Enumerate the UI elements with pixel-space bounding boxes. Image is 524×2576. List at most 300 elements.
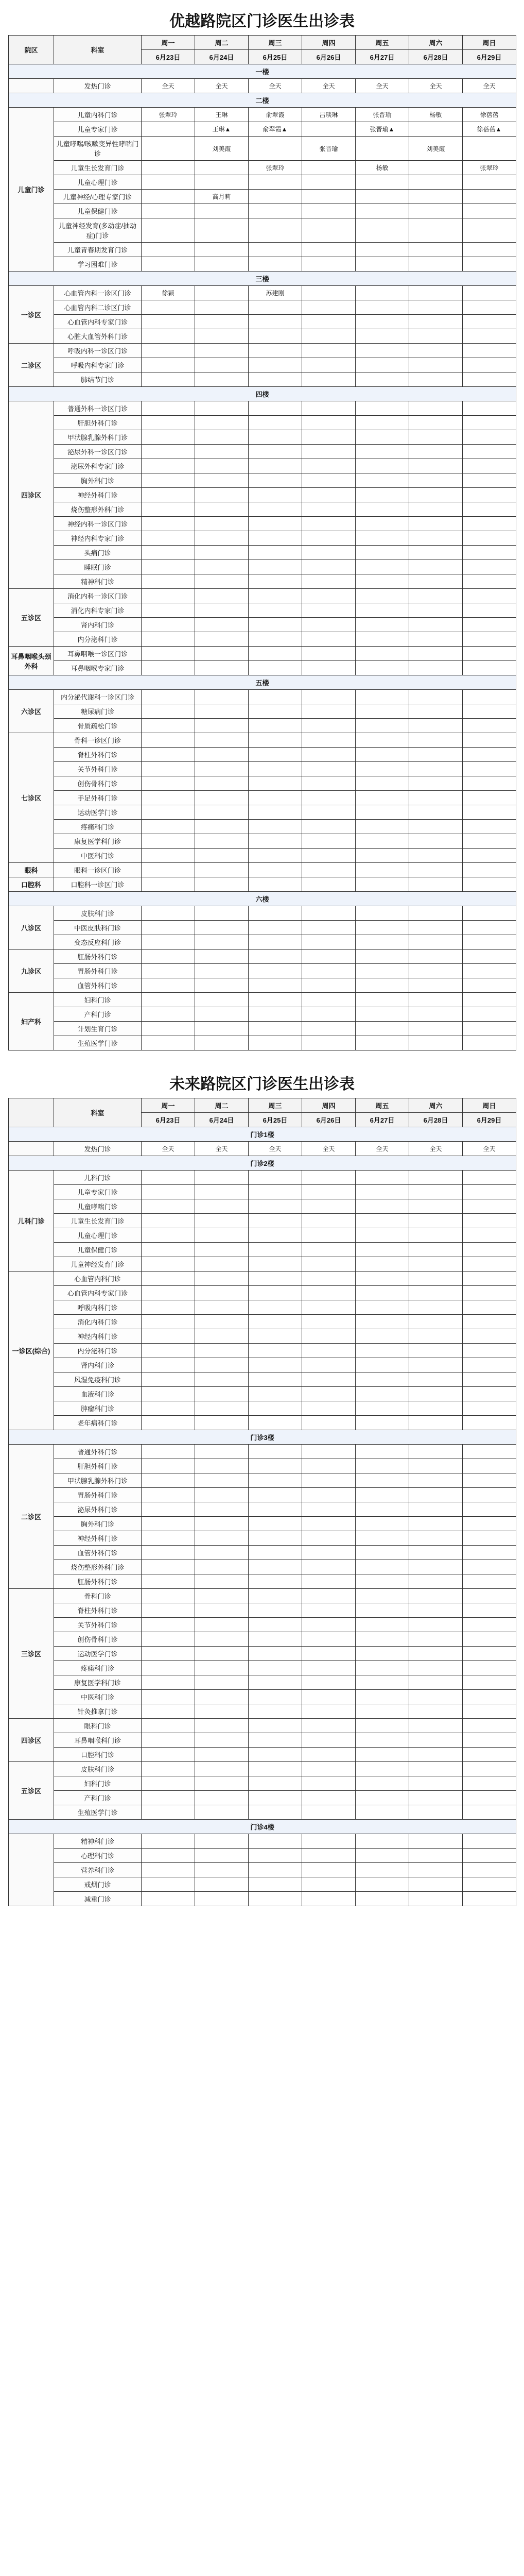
- doctor-slot: [356, 190, 409, 204]
- dept-cell: 康复医学科门诊: [54, 834, 142, 849]
- doctor-slot: [356, 1647, 409, 1661]
- table-row: [9, 315, 516, 329]
- doctor-slot: [356, 1877, 409, 1892]
- doctor-slot: [302, 1863, 356, 1877]
- doctor-slot: [195, 372, 249, 387]
- table-row: [9, 1719, 516, 1733]
- doctor-slot: [463, 1877, 516, 1892]
- table-row: [9, 805, 516, 820]
- section-spacer: [0, 1050, 524, 1063]
- dept-cell: 儿童神经/心理专家门诊: [54, 190, 142, 204]
- doctor-slot: [195, 1661, 249, 1675]
- doctor-slot: [195, 1257, 249, 1272]
- doctor-slot: [142, 791, 195, 805]
- doctor-slot: [356, 358, 409, 372]
- doctor-slot: [356, 1329, 409, 1344]
- floor-label: 一楼: [9, 64, 516, 79]
- doctor-slot: [142, 1834, 195, 1849]
- doctor-slot: [302, 719, 356, 733]
- doctor-slot: [356, 1574, 409, 1589]
- doctor-slot: [356, 1748, 409, 1762]
- doctor-slot: [195, 560, 249, 574]
- doctor-slot: [142, 1243, 195, 1257]
- doctor-slot: [142, 964, 195, 978]
- doctor-slot: [409, 161, 463, 175]
- doctor-slot: [463, 1257, 516, 1272]
- doctor-slot: [249, 1022, 302, 1036]
- doctor-slot: [356, 560, 409, 574]
- doctor-slot: [463, 204, 516, 218]
- doctor-slot: [249, 1488, 302, 1502]
- area-cell: 三诊区: [9, 1589, 54, 1719]
- header-day: 周五: [356, 1098, 409, 1113]
- doctor-slot: [356, 344, 409, 358]
- doctor-slot: [249, 1315, 302, 1329]
- doctor-slot: [409, 122, 463, 137]
- table-row: [9, 416, 516, 430]
- doctor-slot: [249, 834, 302, 849]
- doctor-slot: [142, 1661, 195, 1675]
- doctor-slot: [356, 1603, 409, 1618]
- doctor-slot: [249, 1719, 302, 1733]
- doctor-slot: 全天: [249, 79, 302, 93]
- doctor-slot: [249, 1214, 302, 1228]
- table-row: [9, 733, 516, 748]
- doctor-slot: [142, 445, 195, 459]
- dept-cell: 肿瘤科门诊: [54, 1401, 142, 1416]
- doctor-slot: [302, 517, 356, 531]
- doctor-slot: [142, 300, 195, 315]
- doctor-slot: [302, 1733, 356, 1748]
- doctor-slot: [195, 906, 249, 921]
- doctor-slot: [195, 1199, 249, 1214]
- area-cell: 五诊区: [9, 589, 54, 647]
- table-row: [9, 935, 516, 950]
- doctor-slot: [409, 1647, 463, 1661]
- dept-cell: 内分泌科门诊: [54, 1344, 142, 1358]
- doctor-slot: [463, 1185, 516, 1199]
- doctor-slot: [142, 1791, 195, 1805]
- doctor-slot: [463, 344, 516, 358]
- doctor-slot: [142, 1228, 195, 1243]
- header-date: 6月23日: [142, 50, 195, 64]
- doctor-slot: [249, 1647, 302, 1661]
- doctor-slot: [463, 1300, 516, 1315]
- doctor-slot: [142, 574, 195, 589]
- section-title: 未来路院区门诊医生出诊表: [169, 1076, 355, 1093]
- table-row: [9, 1762, 516, 1776]
- area-cell: 儿童门诊: [9, 108, 54, 272]
- table-row: [9, 1387, 516, 1401]
- floor-label: 门诊4楼: [9, 1820, 516, 1834]
- doctor-slot: [302, 1329, 356, 1344]
- table-row: [9, 1315, 516, 1329]
- doctor-slot: [409, 719, 463, 733]
- doctor-slot: [356, 805, 409, 820]
- doctor-slot: [195, 1473, 249, 1488]
- doctor-slot: [142, 546, 195, 560]
- doctor-slot: [463, 950, 516, 964]
- doctor-slot: [356, 748, 409, 762]
- table-row: [9, 473, 516, 488]
- doctor-slot: [142, 344, 195, 358]
- doctor-slot: [356, 1459, 409, 1473]
- doctor-slot: [463, 1849, 516, 1863]
- doctor-slot: [302, 690, 356, 704]
- doctor-slot: [463, 218, 516, 243]
- doctor-slot: [409, 190, 463, 204]
- dept-cell: 儿童保健门诊: [54, 1243, 142, 1257]
- doctor-slot: [302, 1358, 356, 1372]
- doctor-slot: [409, 218, 463, 243]
- doctor-slot: [249, 1546, 302, 1560]
- table-row: [9, 329, 516, 344]
- doctor-slot: 徐蓓蓓▲: [463, 122, 516, 137]
- doctor-slot: [463, 546, 516, 560]
- doctor-slot: [142, 1401, 195, 1416]
- header-area: [9, 1098, 54, 1127]
- doctor-slot: [409, 863, 463, 877]
- table-row: [9, 122, 516, 137]
- doctor-slot: 刘美霞: [195, 137, 249, 161]
- table-row: [9, 1748, 516, 1762]
- table-row: [9, 204, 516, 218]
- doctor-slot: [142, 459, 195, 473]
- dept-cell: 皮肤科门诊: [54, 1762, 142, 1776]
- table-row: [9, 1372, 516, 1387]
- doctor-slot: [463, 1776, 516, 1791]
- doctor-slot: [356, 1171, 409, 1185]
- table-row: [9, 647, 516, 661]
- dept-cell: 儿童哮喘门诊: [54, 1199, 142, 1214]
- doctor-slot: [249, 416, 302, 430]
- doctor-slot: [142, 243, 195, 257]
- dept-cell: 学习困难门诊: [54, 257, 142, 272]
- table-row: [9, 1007, 516, 1022]
- floor-label: 二楼: [9, 93, 516, 108]
- doctor-slot: [356, 647, 409, 661]
- doctor-slot: [463, 719, 516, 733]
- dept-cell: 胃肠外科门诊: [54, 964, 142, 978]
- table-row: [9, 1344, 516, 1358]
- doctor-slot: [302, 1791, 356, 1805]
- doctor-slot: [463, 502, 516, 517]
- doctor-slot: [463, 993, 516, 1007]
- header-dept: 科室: [54, 1098, 142, 1127]
- doctor-slot: [356, 618, 409, 632]
- doctor-slot: [195, 286, 249, 300]
- doctor-slot: [302, 315, 356, 329]
- floor-label: 门诊2楼: [9, 1156, 516, 1171]
- doctor-slot: [142, 978, 195, 993]
- doctor-slot: [463, 1805, 516, 1820]
- doctor-slot: [142, 1007, 195, 1022]
- header-day: 周六: [409, 1098, 463, 1113]
- doctor-slot: [142, 1459, 195, 1473]
- doctor-slot: [463, 531, 516, 546]
- dept-cell: 计划生育门诊: [54, 1022, 142, 1036]
- dept-cell: 口腔科一诊区门诊: [54, 877, 142, 892]
- doctor-slot: [409, 1502, 463, 1517]
- dept-cell: 烧伤整形外科门诊: [54, 1560, 142, 1574]
- doctor-slot: [409, 1762, 463, 1776]
- dept-cell: 产科门诊: [54, 1791, 142, 1805]
- doctor-slot: [463, 488, 516, 502]
- floor-label: 门诊3楼: [9, 1430, 516, 1445]
- doctor-slot: [142, 1473, 195, 1488]
- table-row: [9, 1877, 516, 1892]
- doctor-slot: [195, 849, 249, 863]
- doctor-slot: [356, 372, 409, 387]
- doctor-slot: [142, 218, 195, 243]
- header-day: 周三: [249, 1098, 302, 1113]
- doctor-slot: 杨敏: [356, 161, 409, 175]
- dept-cell: 疼痛科门诊: [54, 820, 142, 834]
- doctor-slot: 张晋瑜▲: [356, 122, 409, 137]
- doctor-slot: [463, 1228, 516, 1243]
- doctor-slot: [463, 1791, 516, 1805]
- dept-cell: 疼痛科门诊: [54, 1661, 142, 1675]
- doctor-slot: [249, 1036, 302, 1050]
- doctor-slot: [463, 1546, 516, 1560]
- doctor-slot: [409, 1849, 463, 1863]
- dept-cell: 生殖医学门诊: [54, 1036, 142, 1050]
- table-row: [9, 1488, 516, 1502]
- doctor-slot: [249, 175, 302, 190]
- doctor-slot: [356, 632, 409, 647]
- doctor-slot: [249, 1401, 302, 1416]
- dept-cell: 发热门诊: [54, 79, 142, 93]
- doctor-slot: [356, 1704, 409, 1719]
- doctor-slot: [302, 473, 356, 488]
- doctor-slot: [195, 1185, 249, 1199]
- header-row-days: [9, 36, 516, 50]
- doctor-slot: [249, 1387, 302, 1401]
- doctor-slot: [249, 1776, 302, 1791]
- doctor-slot: [249, 243, 302, 257]
- table-row: [9, 863, 516, 877]
- schedule-table: [8, 1098, 516, 1906]
- table-row: [9, 531, 516, 546]
- doctor-slot: [302, 560, 356, 574]
- dept-cell: 关节外科门诊: [54, 762, 142, 776]
- doctor-slot: [142, 1618, 195, 1632]
- doctor-slot: [142, 805, 195, 820]
- doctor-slot: [249, 1690, 302, 1704]
- dept-cell: 儿童保健门诊: [54, 204, 142, 218]
- doctor-slot: [195, 1791, 249, 1805]
- doctor-slot: [195, 820, 249, 834]
- area-cell: 四诊区: [9, 1719, 54, 1762]
- doctor-slot: [409, 1171, 463, 1185]
- doctor-slot: [249, 473, 302, 488]
- table-row: [9, 1603, 516, 1618]
- doctor-slot: [409, 401, 463, 416]
- doctor-slot: [463, 1387, 516, 1401]
- doctor-slot: [142, 1344, 195, 1358]
- doctor-slot: [356, 964, 409, 978]
- doctor-slot: [463, 1661, 516, 1675]
- area-cell: 六诊区: [9, 690, 54, 733]
- doctor-slot: [142, 122, 195, 137]
- doctor-slot: [249, 1286, 302, 1300]
- doctor-slot: [409, 1791, 463, 1805]
- table-row: [9, 358, 516, 372]
- doctor-slot: [249, 1272, 302, 1286]
- doctor-slot: [249, 805, 302, 820]
- dept-cell: 儿童生长发育门诊: [54, 1214, 142, 1228]
- doctor-slot: [409, 1329, 463, 1344]
- dept-cell: 普通外科门诊: [54, 1445, 142, 1459]
- doctor-slot: [249, 315, 302, 329]
- dept-cell: 产科门诊: [54, 1007, 142, 1022]
- doctor-slot: [356, 546, 409, 560]
- dept-cell: 内分泌代谢科一诊区门诊: [54, 690, 142, 704]
- doctor-slot: [249, 1445, 302, 1459]
- doctor-slot: [463, 1416, 516, 1430]
- doctor-slot: [463, 1214, 516, 1228]
- dept-cell: 心血管内科专家门诊: [54, 315, 142, 329]
- dept-cell: 耳鼻咽喉专家门诊: [54, 661, 142, 675]
- area-cell: 妇产科: [9, 993, 54, 1050]
- doctor-slot: [195, 1401, 249, 1416]
- dept-cell: 泌尿外科一诊区门诊: [54, 445, 142, 459]
- doctor-slot: [142, 329, 195, 344]
- doctor-slot: [142, 1546, 195, 1560]
- doctor-slot: [249, 1589, 302, 1603]
- doctor-slot: [356, 204, 409, 218]
- doctor-slot: [302, 416, 356, 430]
- doctor-slot: [195, 1171, 249, 1185]
- doctor-slot: [463, 820, 516, 834]
- doctor-slot: [356, 704, 409, 719]
- dept-cell: 营养科门诊: [54, 1863, 142, 1877]
- doctor-slot: [195, 1877, 249, 1892]
- doctor-slot: [195, 1603, 249, 1618]
- doctor-slot: [463, 1892, 516, 1906]
- doctor-slot: [249, 762, 302, 776]
- floor-row: [9, 1430, 516, 1445]
- dept-cell: 妇科门诊: [54, 1776, 142, 1791]
- doctor-slot: [302, 704, 356, 719]
- doctor-slot: [195, 647, 249, 661]
- doctor-slot: [409, 1199, 463, 1214]
- doctor-slot: [463, 805, 516, 820]
- doctor-slot: [409, 1863, 463, 1877]
- doctor-slot: [142, 401, 195, 416]
- doctor-slot: [409, 993, 463, 1007]
- doctor-slot: [302, 574, 356, 589]
- doctor-slot: [463, 1459, 516, 1473]
- doctor-slot: [356, 175, 409, 190]
- doctor-slot: [249, 459, 302, 473]
- dept-cell: 眼科门诊: [54, 1719, 142, 1733]
- doctor-slot: [249, 300, 302, 315]
- doctor-slot: [195, 1719, 249, 1733]
- dept-cell: 中医科门诊: [54, 1690, 142, 1704]
- dept-cell: 消化内科一诊区门诊: [54, 589, 142, 603]
- table-row: [9, 1892, 516, 1906]
- doctor-slot: [142, 257, 195, 272]
- doctor-slot: [356, 1560, 409, 1574]
- doctor-slot: [195, 473, 249, 488]
- table-row: [9, 1560, 516, 1574]
- doctor-slot: [302, 1257, 356, 1272]
- doctor-slot: [302, 964, 356, 978]
- doctor-slot: [302, 1488, 356, 1502]
- doctor-slot: [142, 560, 195, 574]
- doctor-slot: 张晋瑜: [356, 108, 409, 122]
- doctor-slot: [249, 776, 302, 791]
- doctor-slot: [142, 632, 195, 647]
- doctor-slot: [249, 748, 302, 762]
- doctor-slot: [463, 690, 516, 704]
- header-day: 周一: [142, 36, 195, 50]
- doctor-slot: [249, 1344, 302, 1358]
- doctor-slot: [249, 993, 302, 1007]
- doctor-slot: [195, 1574, 249, 1589]
- table-row: [9, 1036, 516, 1050]
- doctor-slot: [356, 488, 409, 502]
- doctor-slot: 全天: [195, 79, 249, 93]
- doctor-slot: [249, 1560, 302, 1574]
- doctor-slot: [195, 935, 249, 950]
- table-row: [9, 704, 516, 719]
- table-row: [9, 603, 516, 618]
- dept-cell: 皮肤科门诊: [54, 906, 142, 921]
- doctor-slot: [195, 1372, 249, 1387]
- doctor-slot: [463, 1603, 516, 1618]
- dept-cell: 胃肠外科门诊: [54, 1488, 142, 1502]
- doctor-slot: [356, 1863, 409, 1877]
- doctor-slot: [463, 137, 516, 161]
- area-cell: 眼科: [9, 863, 54, 877]
- table-row: [9, 1546, 516, 1560]
- doctor-slot: [356, 1632, 409, 1647]
- doctor-slot: [356, 1214, 409, 1228]
- doctor-slot: [142, 1199, 195, 1214]
- doctor-slot: [195, 877, 249, 892]
- doctor-slot: [195, 1286, 249, 1300]
- header-date: 6月29日: [463, 50, 516, 64]
- doctor-slot: [463, 1036, 516, 1050]
- doctor-slot: [356, 733, 409, 748]
- doctor-slot: [463, 632, 516, 647]
- table-row: [9, 762, 516, 776]
- doctor-slot: [409, 257, 463, 272]
- doctor-slot: [142, 1690, 195, 1704]
- doctor-slot: [302, 993, 356, 1007]
- doctor-slot: [195, 1805, 249, 1820]
- doctor-slot: [142, 430, 195, 445]
- table-row: [9, 79, 516, 93]
- doctor-slot: 全天: [302, 1142, 356, 1156]
- doctor-slot: [302, 1022, 356, 1036]
- doctor-slot: [249, 647, 302, 661]
- table-row: [9, 1228, 516, 1243]
- doctor-slot: [249, 1300, 302, 1315]
- dept-cell: 老年病科门诊: [54, 1416, 142, 1430]
- table-row: [9, 560, 516, 574]
- doctor-slot: [356, 762, 409, 776]
- doctor-slot: [195, 175, 249, 190]
- doctor-slot: [195, 1007, 249, 1022]
- doctor-slot: [195, 531, 249, 546]
- table-row: [9, 1733, 516, 1748]
- doctor-slot: 张晋瑜: [302, 137, 356, 161]
- header-day: 周三: [249, 36, 302, 50]
- doctor-slot: [249, 204, 302, 218]
